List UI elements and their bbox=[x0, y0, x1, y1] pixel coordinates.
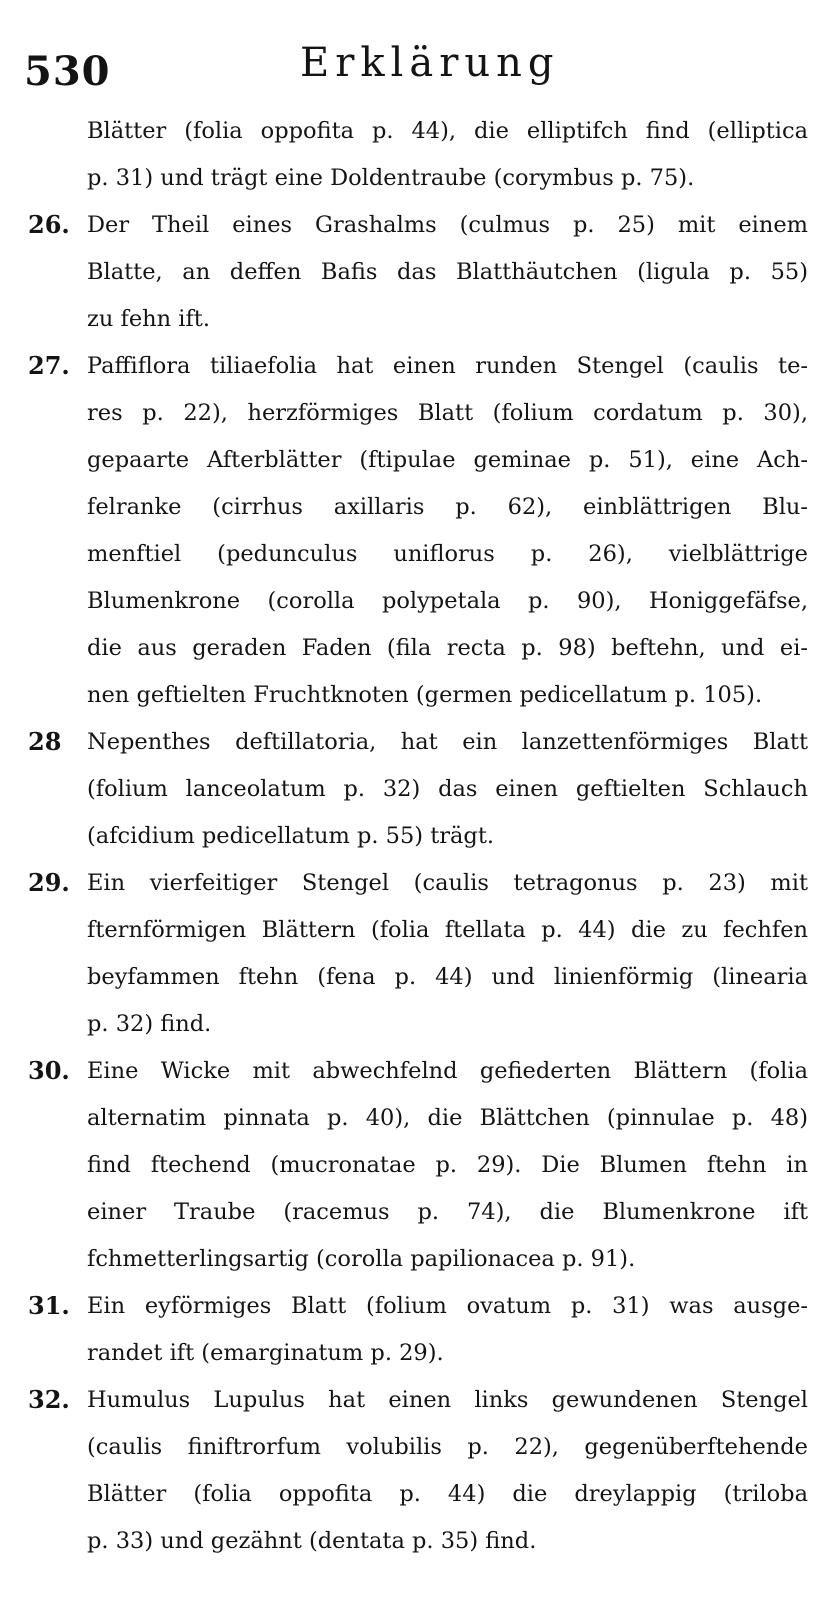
entry-line bbox=[0, 1240, 830, 1287]
line-text: gepaarte Afterblätter (ftipulae geminae p. 51), eine Ach- bbox=[87, 447, 808, 473]
line-text: p. 32) find. bbox=[87, 1011, 212, 1037]
entry-line bbox=[0, 817, 830, 864]
entry-26 bbox=[0, 206, 830, 347]
entry-line bbox=[0, 1052, 830, 1099]
entry-line bbox=[0, 1381, 830, 1428]
line-text: Eine Wicke mit abwechfelnd gefiederten Blättern (folia bbox=[87, 1058, 808, 1084]
entry-line bbox=[0, 488, 830, 535]
entry-line bbox=[0, 535, 830, 582]
line-text: p. 33) und gezähnt (dentata p. 35) find. bbox=[87, 1528, 537, 1554]
line-text: (caulis finiftrorfum volubilis p. 22), gegenüberftehende bbox=[87, 1434, 808, 1460]
entry-number: 26. bbox=[28, 210, 70, 239]
line-text: Nepenthes deftillatoria, hat ein lanzettenförmiges Blatt bbox=[87, 729, 808, 755]
entry-line bbox=[0, 347, 830, 394]
line-text: p. 31) und trägt eine Doldentraube (corymbus p. 75). bbox=[87, 165, 695, 191]
entry-line bbox=[0, 1475, 830, 1522]
entry-number: 28 bbox=[28, 727, 62, 756]
line-text: nen geftielten Fruchtknoten (germen pedicellatum p. 105). bbox=[87, 682, 763, 708]
line-text: Blumenkrone (corolla polypetala p. 90), Honiggefäfse, bbox=[87, 588, 808, 614]
entry-number: 30. bbox=[28, 1056, 70, 1085]
entry-line bbox=[0, 676, 830, 723]
entry-line bbox=[0, 441, 830, 488]
line-text: Humulus Lupulus hat einen links gewundenen Stengel bbox=[87, 1387, 808, 1413]
line-text: fchmetterlingsartig (corolla papilionacea p. 91). bbox=[87, 1246, 636, 1272]
entry-line bbox=[0, 159, 830, 206]
entry-line bbox=[0, 958, 830, 1005]
entry-line bbox=[0, 206, 830, 253]
entry-line bbox=[0, 253, 830, 300]
line-text: (afcidium pedicellatum p. 55) trägt. bbox=[87, 823, 495, 849]
line-text: felranke (cirrhus axillaris p. 62), einblättrigen Blu- bbox=[87, 494, 808, 520]
entry-continuation bbox=[0, 112, 830, 206]
line-text: randet ift (emarginatum p. 29). bbox=[87, 1340, 444, 1366]
line-text: zu fehn ift. bbox=[87, 306, 210, 332]
entry-line bbox=[0, 300, 830, 347]
line-text: Blätter (folia oppofita p. 44) die dreylappig (triloba bbox=[87, 1481, 808, 1507]
entry-list bbox=[0, 112, 830, 1569]
line-text: res p. 22), herzförmiges Blatt (folium cordatum p. 30), bbox=[87, 400, 808, 426]
entry-line bbox=[0, 1146, 830, 1193]
entry-line bbox=[0, 1287, 830, 1334]
line-text: Blätter (folia oppofita p. 44), die elliptifch find (elliptica bbox=[87, 118, 808, 144]
line-text: alternatim pinnata p. 40), die Blättchen (pinnulae p. 48) bbox=[87, 1105, 808, 1131]
entry-line bbox=[0, 1428, 830, 1475]
entry-line bbox=[0, 1522, 830, 1569]
entry-line bbox=[0, 1005, 830, 1052]
entry-line bbox=[0, 1099, 830, 1146]
entry-line bbox=[0, 1334, 830, 1381]
line-text: die aus geraden Faden (fila recta p. 98) beftehn, und ei- bbox=[87, 635, 808, 661]
running-title: Erklärung bbox=[300, 40, 560, 86]
entry-number: 31. bbox=[28, 1291, 70, 1320]
entry-27 bbox=[0, 347, 830, 723]
line-text: fternförmigen Blättern (folia ftellata p. 44) die zu fechfen bbox=[87, 917, 808, 943]
entry-line bbox=[0, 394, 830, 441]
line-text: Ein eyförmiges Blatt (folium ovatum p. 31) was ausge- bbox=[87, 1293, 808, 1319]
entry-line bbox=[0, 582, 830, 629]
entry-line bbox=[0, 864, 830, 911]
line-text: beyfammen ftehn (fena p. 44) und linienförmig (linearia bbox=[87, 964, 808, 990]
line-text: Blatte, an deffen Bafis das Blatthäutchen (ligula p. 55) bbox=[87, 259, 808, 285]
entry-line bbox=[0, 911, 830, 958]
entry-line bbox=[0, 629, 830, 676]
entry-32 bbox=[0, 1381, 830, 1569]
entry-line bbox=[0, 770, 830, 817]
line-text: Der Theil eines Grashalms (culmus p. 25) mit einem bbox=[87, 212, 808, 238]
entry-28 bbox=[0, 723, 830, 864]
entry-29 bbox=[0, 864, 830, 1052]
page-number: 530 bbox=[24, 48, 111, 95]
entry-number: 29. bbox=[28, 868, 70, 897]
entry-30 bbox=[0, 1052, 830, 1287]
entry-line bbox=[0, 112, 830, 159]
line-text: (folium lanceolatum p. 32) das einen geftielten Schlauch bbox=[87, 776, 808, 802]
line-text: Paffiflora tiliaefolia hat einen runden Stengel (caulis te- bbox=[87, 353, 808, 379]
line-text: einer Traube (racemus p. 74), die Blumenkrone ift bbox=[87, 1199, 808, 1225]
page-header bbox=[0, 40, 830, 100]
line-text: find ftechend (mucronatae p. 29). Die Blumen ftehn in bbox=[87, 1152, 808, 1178]
entry-line bbox=[0, 1193, 830, 1240]
entry-31 bbox=[0, 1287, 830, 1381]
entry-line bbox=[0, 723, 830, 770]
entry-number: 32. bbox=[28, 1385, 70, 1414]
entry-number: 27. bbox=[28, 351, 70, 380]
line-text: Ein vierfeitiger Stengel (caulis tetragonus p. 23) mit bbox=[87, 870, 808, 896]
line-text: menftiel (pedunculus uniflorus p. 26), vielblättrige bbox=[87, 541, 808, 567]
